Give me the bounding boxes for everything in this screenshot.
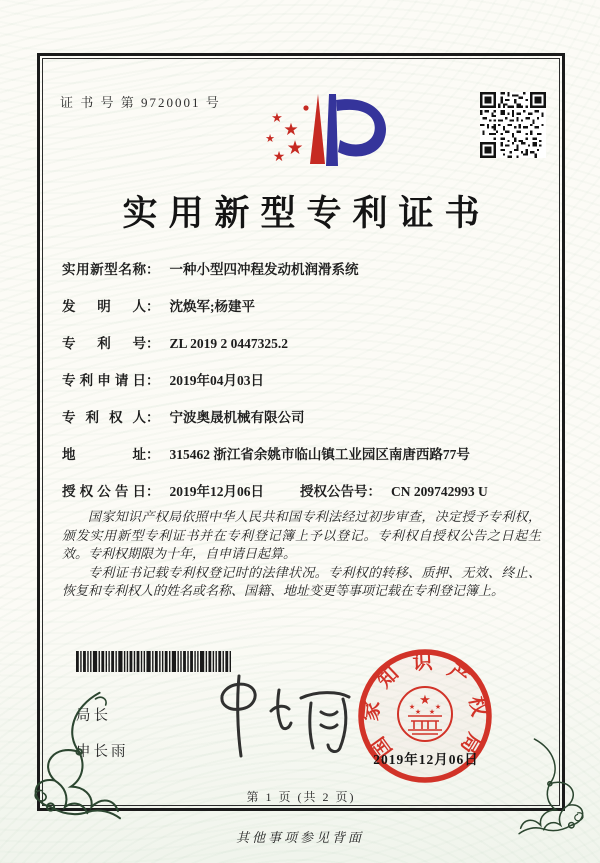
field-colon: ： (146, 447, 160, 462)
svg-text:★: ★ (272, 150, 286, 165)
certificate-number: 证 书 号 第 9720001 号 (60, 95, 221, 110)
qr-code-icon (480, 92, 546, 158)
field-colon: ： (146, 484, 160, 499)
field-value: 沈焕军;杨建平 (169, 299, 255, 314)
field-value: 一种小型四冲程发动机润滑系统 (169, 262, 359, 277)
field-value: 315462 浙江省余姚市临山镇工业园区南唐西路77号 (169, 447, 470, 462)
seal-org-text: 国家知识产权局 (360, 651, 490, 762)
svg-text:★: ★ (283, 120, 299, 139)
grant-date-label: 授权公告日 (62, 484, 146, 499)
field-label: 地址 (62, 447, 146, 462)
field-label: 专利权人 (62, 410, 146, 425)
field-label: 发明人 (62, 299, 146, 314)
svg-text:★: ★ (419, 692, 431, 707)
svg-text:★: ★ (434, 703, 442, 711)
field-row (62, 262, 540, 278)
director-title: 局长 (76, 708, 111, 724)
legal-text (62, 508, 541, 601)
grant-date-value: 2019年12月06日 (169, 484, 264, 499)
field-label: 实用新型名称 (62, 262, 146, 277)
field-colon: ： (146, 373, 160, 388)
svg-text:★: ★ (428, 708, 436, 716)
field-row (62, 299, 540, 315)
field-colon: ： (146, 299, 160, 314)
field-colon: ： (146, 336, 160, 351)
certificate-title: 实用新型专利证书 (122, 194, 491, 233)
field-row (62, 373, 540, 389)
field-colon: ： (367, 484, 381, 499)
field-row (62, 336, 540, 352)
field-value: 2019年04月03日 (169, 373, 264, 388)
grant-number-value: CN 209742993 U (391, 484, 488, 499)
legal-paragraph: 国家知识产权局依照中华人民共和国专利法经过初步审查，决定授予专利权，颁发实用新型专利证书并在专利登记簿上予以登记。专利权自授权公告之日起生效。专利权期限为十年，自申请日起算。 (62, 509, 541, 561)
field-value: 宁波奥晟机械有限公司 (169, 410, 305, 425)
grant-row (62, 484, 540, 500)
certificate-fields (62, 262, 540, 521)
field-colon: ： (146, 410, 160, 425)
svg-text:★: ★ (265, 133, 275, 145)
field-colon: ： (146, 262, 160, 277)
field-row (62, 410, 540, 426)
svg-text:★: ★ (286, 138, 304, 159)
director-name: 申长雨 (76, 744, 129, 760)
grant-number-label: 授权公告号 (300, 484, 368, 499)
cnipa-logo-icon (232, 88, 404, 180)
corner-ornament-icon (512, 736, 600, 836)
svg-text:★: ★ (408, 703, 416, 711)
director-signature-handwriting (195, 670, 357, 764)
legal-paragraph: 专利证书记载专利权登记时的法律状况。专利权的转移、质押、无效、终止、恢复和专利权人的姓名或名称、国籍、地址变更等事项记载在专利登记簿上。 (62, 564, 541, 598)
field-label: 专利申请日 (62, 373, 146, 388)
svg-text:★: ★ (414, 708, 422, 716)
field-label: 专利号 (62, 336, 146, 351)
field-row (62, 447, 540, 463)
back-note: 其他事项参见背面 (235, 830, 364, 845)
seal-date: 2019年12月06日 (373, 752, 479, 767)
barcode-icon (76, 651, 231, 672)
svg-text:★: ★ (271, 110, 283, 125)
field-value: ZL 2019 2 0447325.2 (169, 336, 289, 351)
page-number: 第 1 页 (共 2 页) (246, 790, 356, 804)
corner-ornament-icon (20, 688, 122, 822)
